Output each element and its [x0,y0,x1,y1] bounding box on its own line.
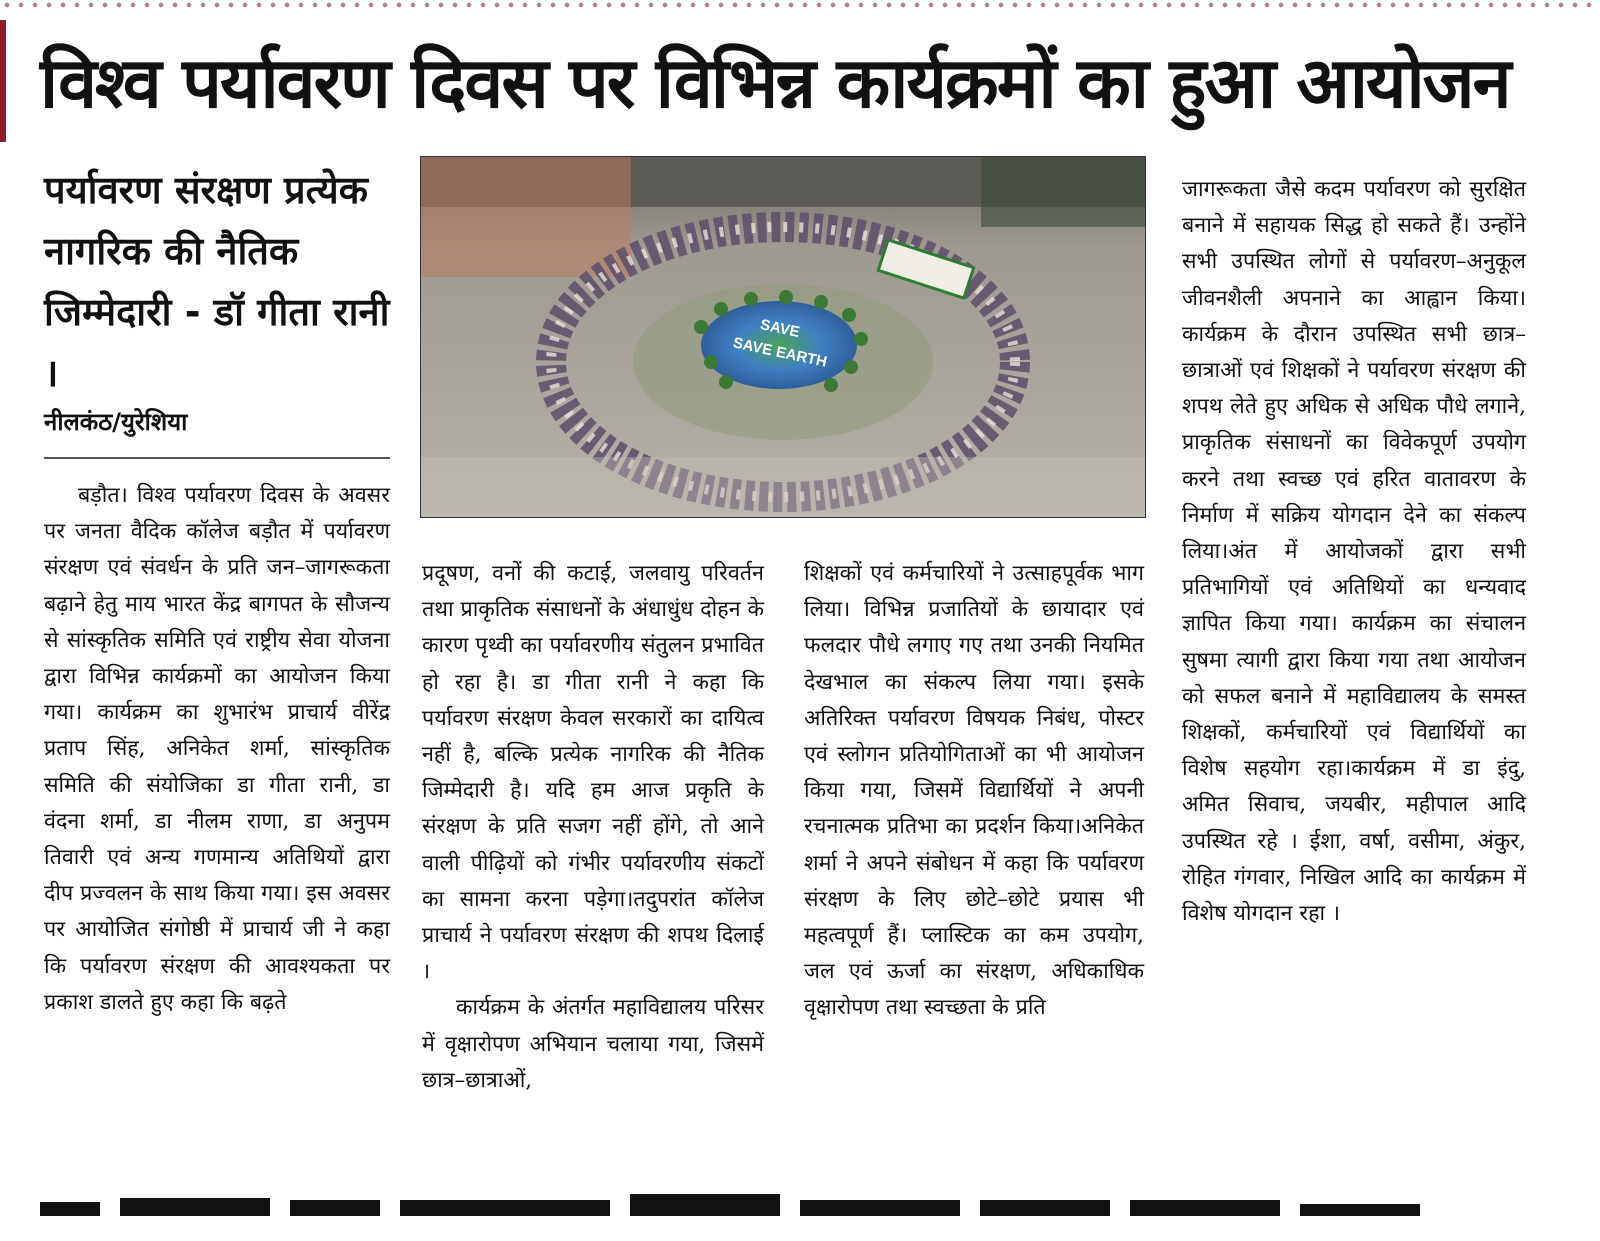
next-article-cutoff [40,1192,1560,1216]
rangoli-text: SAVE [758,316,802,342]
svg-text:SAVE EARTH: SAVE EARTH [731,334,829,371]
event-photo [420,156,1146,518]
page-headline: विश्व पर्यावरण दिवस पर विभिन्न कार्यक्रमों का हुआ आयोजन [40,42,1510,124]
byline-divider [44,457,390,459]
cutoff-headline-strokes [40,1192,1560,1216]
article-column-1: बड़ौत। विश्व पर्यावरण दिवस के अवसर पर जनता वैदिक कॉलेज बड़ौत में पर्यावरण संरक्षण एवं संवर्धन के प्रति जन–जागरूकता बढ़ाने हेतु माय भारत केंद्र बागपत के सौजन्य से सांस्कृतिक समिति एवं राष्ट्रीय सेवा योजना द्वारा विभिन्न कार्यक्रमों का आयोजन किया गया। कार्यक्रम का शुभारंभ प्राचार्य वीरेंद्र प्रताप सिंह, अनिकेत शर्मा, सांस्कृतिक समिति की संयोजिका डा गीता रानी, डा वंदना शर्मा, डा नीलम राणा, डा अनुपम तिवारी एवं अन्य गणमान्य अतिथियों द्वारा दीप प्रज्वलन के साथ किया गया। इस अवसर पर आयोजित संगोष्ठी में प्राचार्य जी ने कहा कि पर्यावरण संरक्षण की आवश्यकता पर प्रकाश डालते हुए कहा कि बढ़ते [44,483,390,1015]
article-column-3: शिक्षकों एवं कर्मचारियों ने उत्साहपूर्वक भाग लिया। विभिन्न प्रजातियों के छायादार एवं फलदार पौधे लगाए गए तथा उनकी नियमित देखभाल का संकल्प लिया गया। इसके अतिरिक्त पर्यावरण विषयक निबंध, पोस्टर एवं स्लोगन प्रतियोगिताओं का भी आयोजन किया गया, जिसमें विद्यार्थियों ने अपनी रचनात्मक प्रतिभा का प्रदर्शन किया।अनिकेत शर्मा ने अपने संबोधन में कहा कि पर्यावरण संरक्षण के लिए छोटे–छोटे प्रयास भी महत्वपूर्ण हैं। प्लास्टिक का कम उपयोग, जल एवं ऊर्जा का संरक्षण, अधिकाधिक वृक्षारोपण तथा स्वच्छता के प्रति [804,561,1144,1021]
event-photo-illustration [421,157,1145,517]
article-byline: नीलकंठ/युरेशिया [44,408,188,436]
column-2-paragraph-2: कार्यक्रम के अंतर्गत महाविद्यालय परिसर में वृक्षारोपण अभियान चलाया गया, जिसमें छात्र–छात्राओं, [422,995,764,1093]
article-subheading: पर्यावरण संरक्षण प्रत्येक नागरिक की नैतिक जिम्मेदारी - डॉ गीता रानी । [44,168,390,395]
left-accent-bar [0,20,6,142]
column-2-paragraph-1: प्रदूषण, वनों की कटाई, जलवायु परिवर्तन तथा प्राकृतिक संसाधनों के अंधाधुंध दोहन के कारण पृथ्वी का पर्यावरणीय संतुलन प्रभावित हो रहा है। डा गीता रानी ने कहा कि पर्यावरण संरक्षण केवल सरकारों का दायित्व नहीं है, बल्कि प्रत्येक नागरिक की नैतिक जिम्मेदारी है। यदि हम आज प्रकृति के संरक्षण के प्रति सजग नहीं होंगे, तो आने वाली पीढ़ियों को गंभीर पर्यावरणीय संकटों का सामना करना पड़ेगा।तदुपरांत कॉलेज प्राचार्य ने पर्यावरण संरक्षण की शपथ दिलाई । [422,561,764,985]
article-column-2 [422,556,764,1099]
article-column-4: जागरूकता जैसे कदम पर्यावरण को सुरक्षित बनाने में सहायक सिद्ध हो सकते हैं। उन्होंने सभी उपस्थित लोगों से पर्यावरण–अनुकूल जीवनशैली अपनाने का आह्वान किया।कार्यक्रम के दौरान उपस्थित सभी छात्र–छात्राओं एवं शिक्षकों ने पर्यावरण संरक्षण की शपथ लेते हुए अधिक से अधिक पौधे लगाने, प्राकृतिक संसाधनों का विवेकपूर्ण उपयोग करने तथा स्वच्छ एवं हरित वातावरण के निर्माण में सक्रिय योगदान देने का संकल्प लिया।अंत में आयोजकों द्वारा सभी प्रतिभागियों एवं अतिथियों का धन्यवाद ज्ञापित किया गया। कार्यक्रम का संचालन सुषमा त्यागी द्वारा किया गया तथा आयोजन को सफल बनाने में महाविद्यालय के समस्त शिक्षकों, कर्मचारियों एवं विद्यार्थियों का विशेष सहयोग रहा।कार्यक्रम में डा इंदु, अमित सिवाच, जयबीर, महीपाल आदि उपस्थित रहे । ईशा, वर्षा, वसीमा, अंकुर, रोहित गंगवार, निखिल आदि का कार्यक्रम में विशेष योगदान रहा । [1182,177,1526,927]
top-dotted-border [0,0,1600,10]
